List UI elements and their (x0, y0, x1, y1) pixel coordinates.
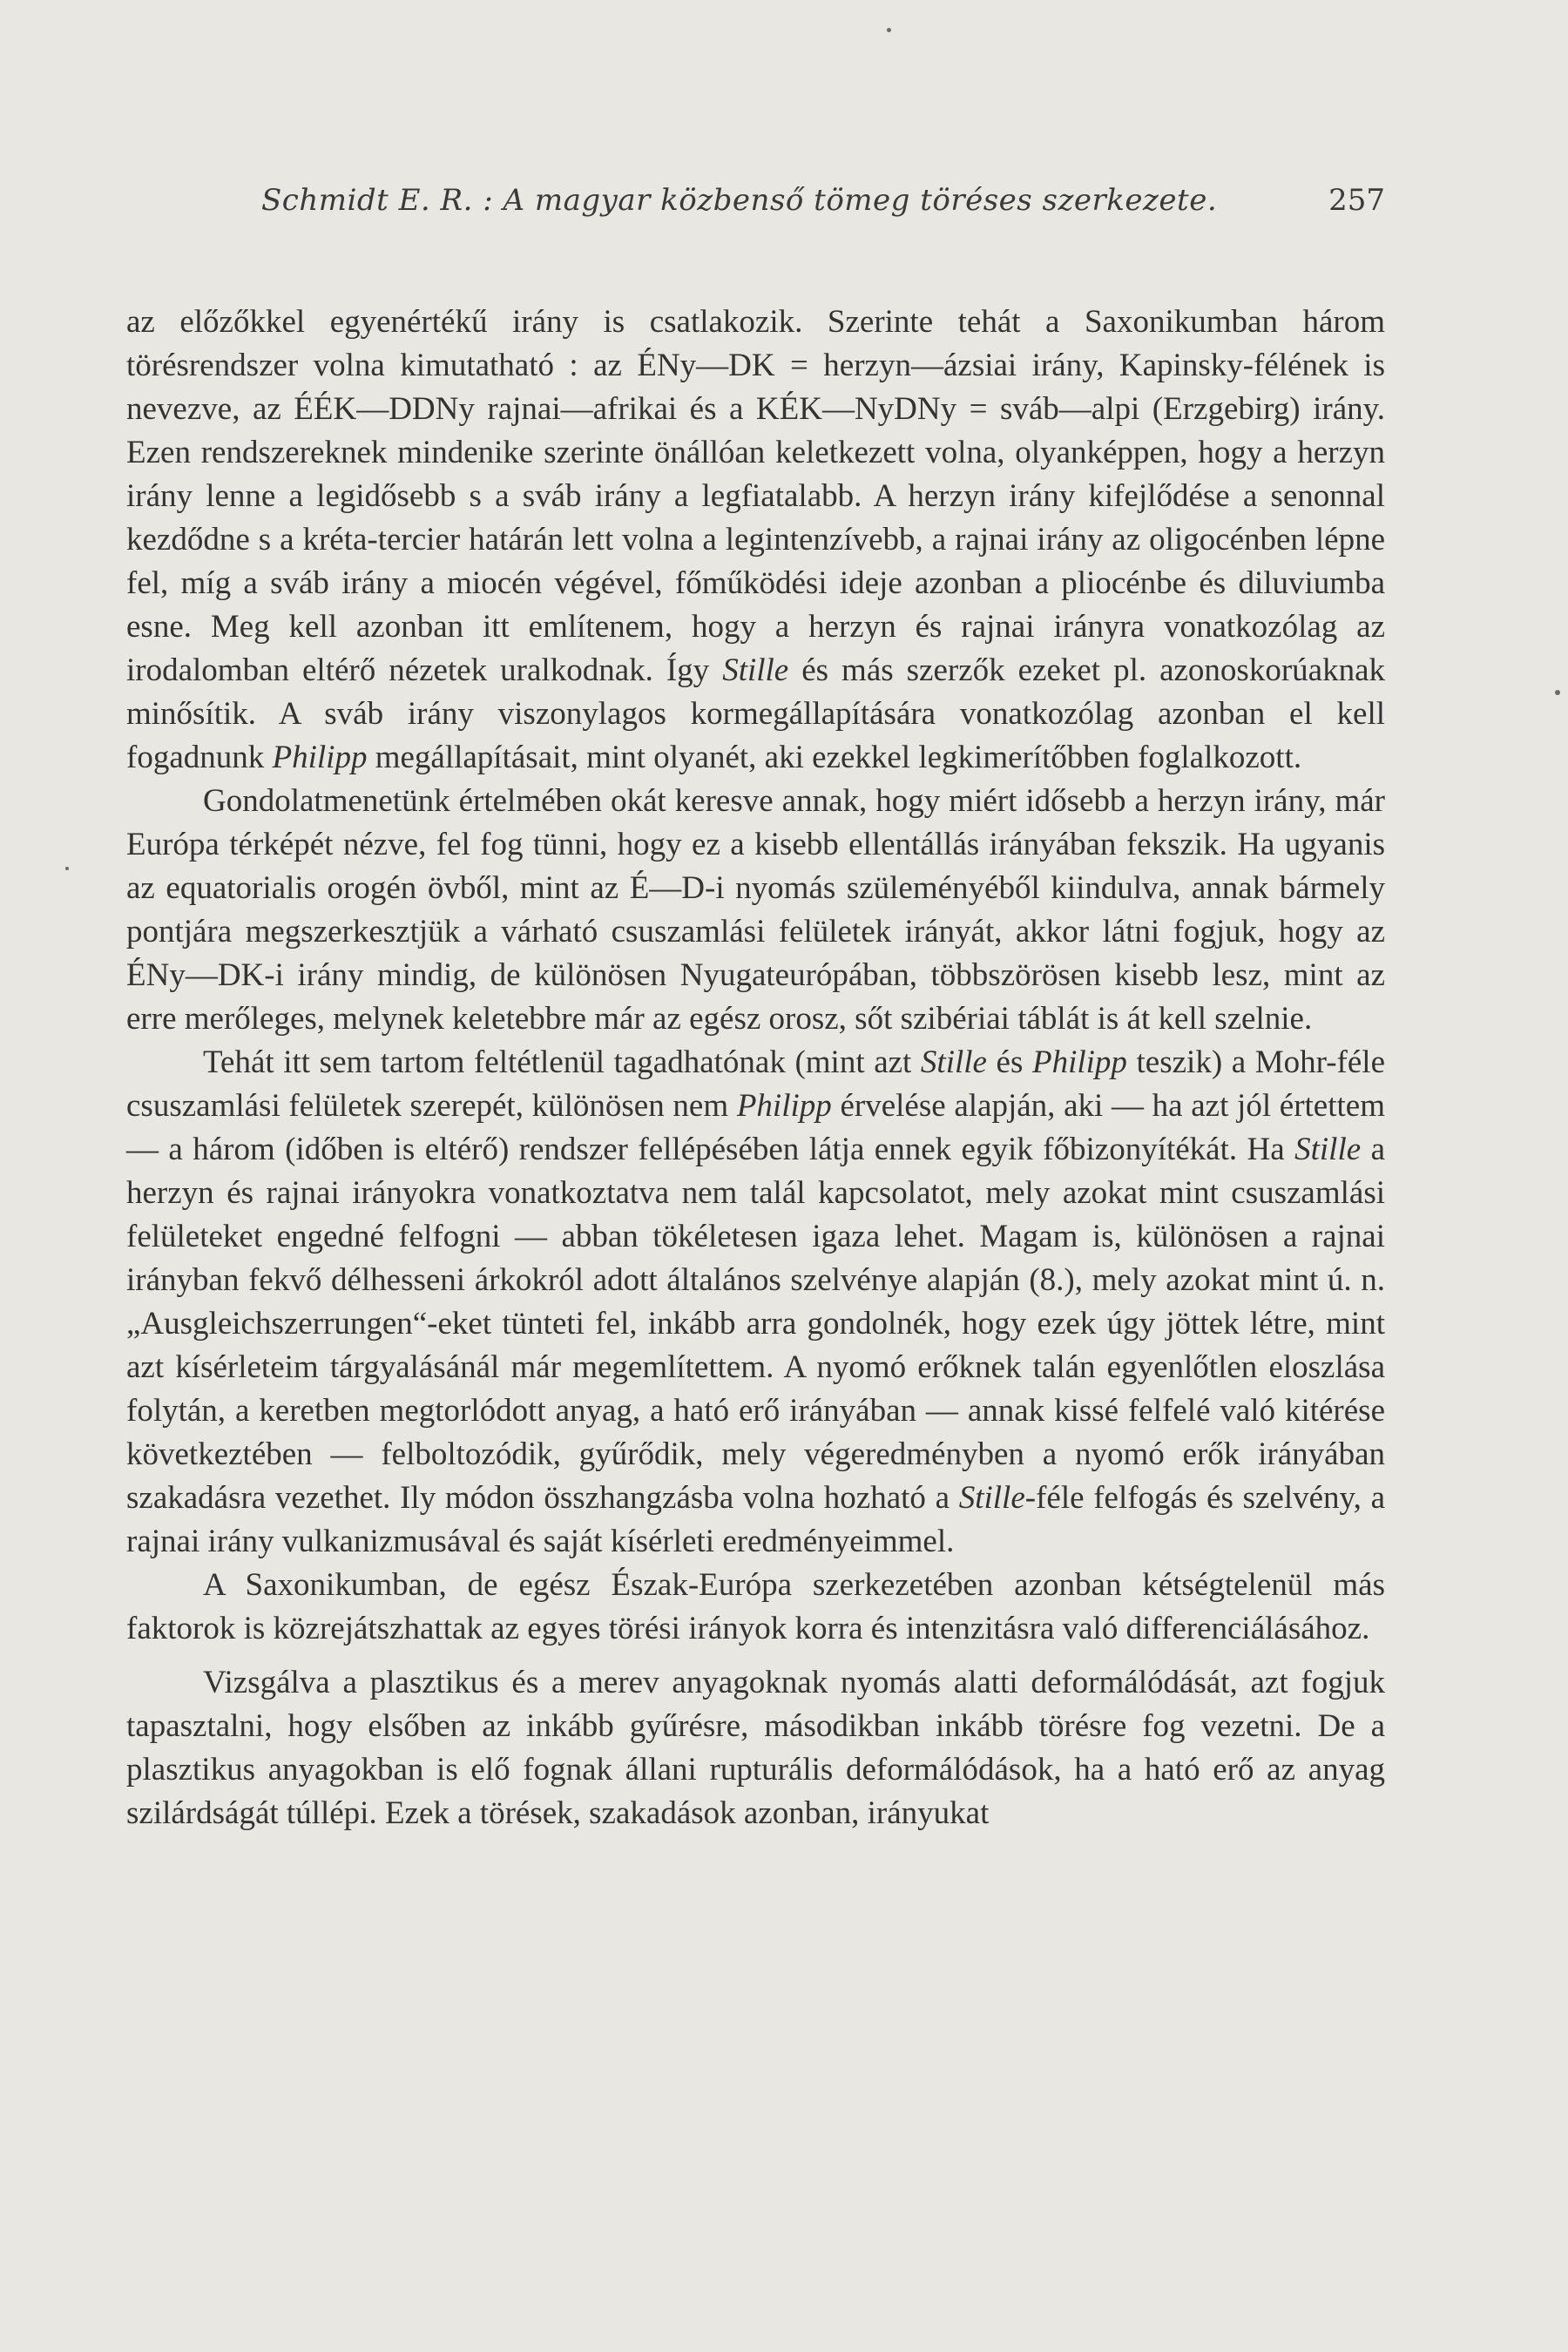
paragraph-5: Vizsgálva a plasztikus és a merev anyagoknak nyomás alatti deformálódását, azt fogjuk tapasztalni, hogy elsőben az inkább gyűrésre, másodikban inkább törésre fog vezetni. De a plasztikus anyagokban is elő fognak állani rupturális deformálódások, ha a ható erő az anyag szilárdságát túllépi. Ezek a törések, szakadások azonban, irányukat (126, 1665, 1385, 1831)
author-name: Philipp (1031, 1044, 1127, 1080)
paper-speck (1555, 690, 1560, 695)
paragraph-1: az előzőkkel egyenértékű irány is csatlakozik. Szerinte tehát a Saxonikumban három törésrendszer volna kimutatható : az ÉNy—DK = herzyn—ázsiai irány, Kapinsky-félének is nevezve, az ÉÉK—DDNy rajnai—afrikai és a KÉK—NyDNy = sváb—alpi (Erzgebirg) irány. Ezen rendszereknek mindenike szerinte önállóan keletkezett volna, olyanképpen, hogy a herzyn irány lenne a legidősebb s a sváb irány a legfiatalabb. A herzyn irány kifejlődése a senonnal kezdődne s a kréta-tercier határán lett volna a legintenzívebb, a rajnai irány az oligocénben lépne fel, míg a sváb irány a miocén végével, főműködési ideje azonban a pliocénbe és diluviumba esne. Meg kell azonban itt említenem, hogy a herzyn és rajnai irányra vonatkozólag az irodalomban eltérő nézetek uralkodnak. Így Stille és más szerzők ezeket pl. azonoskorúaknak minősítik. A sváb irány viszonylagos kormegállapítására vonatkozólag azonban el kell fogadnunk Philipp megállapításait, mint olyanét, aki ezekkel legkimerítőbben foglalkozott. (126, 304, 1386, 775)
page-number: 257 (1328, 183, 1385, 218)
paragraph-3: Tehát itt sem tartom feltétlenül tagadhatónak (mint azt Stille és Philipp teszik) a Mohr-féle csuszamlási felületek szerepét, különösen nem Philipp érvelése alapján, aki — ha azt jól értettem — a három (időben is eltérő) rendszer fellépésében látja ennek egyik főbizonyítékát. Ha Stille a herzyn és rajnai irányokra vonatkoztatva nem talál kapcsolatot, mely azokat mint csuszamlási felületeket engedné felfogni — abban tökéletesen igaza lehet. Magam is, különösen a rajnai irányban fekvő délhesseni árkokról adott általános szelvénye alapján (8.), mely azokat mint ú. n. „Ausgleichszerrungen“-eket tünteti fel, inkább arra gondolnék, hogy ezek úgy jöttek létre, mint azt kísérleteim tárgyalásánál már megemlítettem. A nyomó erőknek talán egyenlőtlen eloszlása folytán, a keretben megtorlódott anyag, a ható erő irányában — annak kissé felfelé való kitérése következtében — felboltozódik, gyűrődik, mely végeredményben a nyomó erők irányában szakadásra vezethet. Ily módon összhangzásba volna hozható a Stille-féle felfogás és szelvény, a rajnai irány vulkanizmusával és saját kísérleti eredményeimmel. (126, 1044, 1386, 1559)
author-name: Stille (1294, 1132, 1362, 1167)
author-name: Philipp (736, 1088, 832, 1124)
running-title: Schmidt E. R. : A magyar közbenső tömeg töréses szerkezete. (261, 183, 1218, 218)
paper-speck (65, 867, 69, 870)
author-name: Stille (958, 1480, 1025, 1516)
page-header (253, 183, 1385, 226)
author-name: Stille (722, 652, 789, 688)
author-name: Stille (920, 1044, 987, 1080)
paper-speck (887, 28, 891, 32)
paragraph-4: A Saxonikumban, de egész Észak-Európa szerkezetében azonban kétségtelenül más faktorok is közrejátszhattak az egyes törési irányok korra és intenzitásra való differenciálásához. (126, 1567, 1385, 1646)
paragraph-2: Gondolatmenetünk értelmében okát keresve annak, hogy miért idősebb a herzyn irány, már Európa térképét nézve, fel fog tünni, hogy ez a kisebb ellentállás irányában fekszik. Ha ugyanis az equatorialis orogén övből, mint az É—D-i nyomás szüleményéből kiindulva, annak bármely pontjára megszerkesztjük a várható csuszamlási felületek irányát, akkor látni fogjuk, hogy az ÉNy—DK-i irány mindig, de különösen Nyugateurópában, többszörösen kisebb lesz, mint az erre merőleges, melynek keletebbre már az egész orosz, sőt szibériai táblát is át kell szelnie. (126, 783, 1385, 1037)
author-name: Philipp (272, 740, 368, 775)
body-text (126, 301, 1385, 1835)
